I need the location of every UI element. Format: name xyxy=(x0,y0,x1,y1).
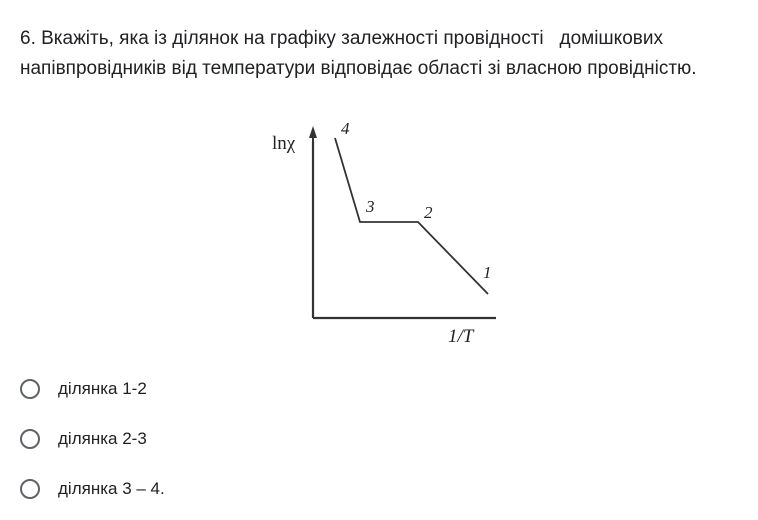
point-label-3: 3 xyxy=(366,197,375,216)
x-axis-label: 1/T xyxy=(448,326,474,347)
answer-options xyxy=(20,370,420,520)
option-2[interactable] xyxy=(20,420,420,458)
radio-button[interactable] xyxy=(20,429,40,449)
question-text: 6. Вкажіть, яка із ділянок на графіку залежності провідності домішкових напівпровідників від температури відповідає області зі власною провідністю. xyxy=(20,28,697,79)
conductivity-curve xyxy=(335,138,488,294)
graph-svg xyxy=(268,112,508,348)
point-label-4: 4 xyxy=(341,119,350,138)
point-label-1: 1 xyxy=(483,263,492,282)
radio-button[interactable] xyxy=(20,479,40,499)
option-1[interactable] xyxy=(20,370,420,408)
option-label: ділянка 1-2 xyxy=(58,379,147,398)
conductivity-graph xyxy=(268,112,508,348)
radio-button[interactable] xyxy=(20,379,40,399)
option-label: ділянка 3 – 4. xyxy=(58,479,165,498)
option-3[interactable] xyxy=(20,470,420,508)
y-axis-label: lnχ xyxy=(272,133,296,154)
option-label: ділянка 2-3 xyxy=(58,429,147,448)
point-label-2: 2 xyxy=(424,203,433,222)
